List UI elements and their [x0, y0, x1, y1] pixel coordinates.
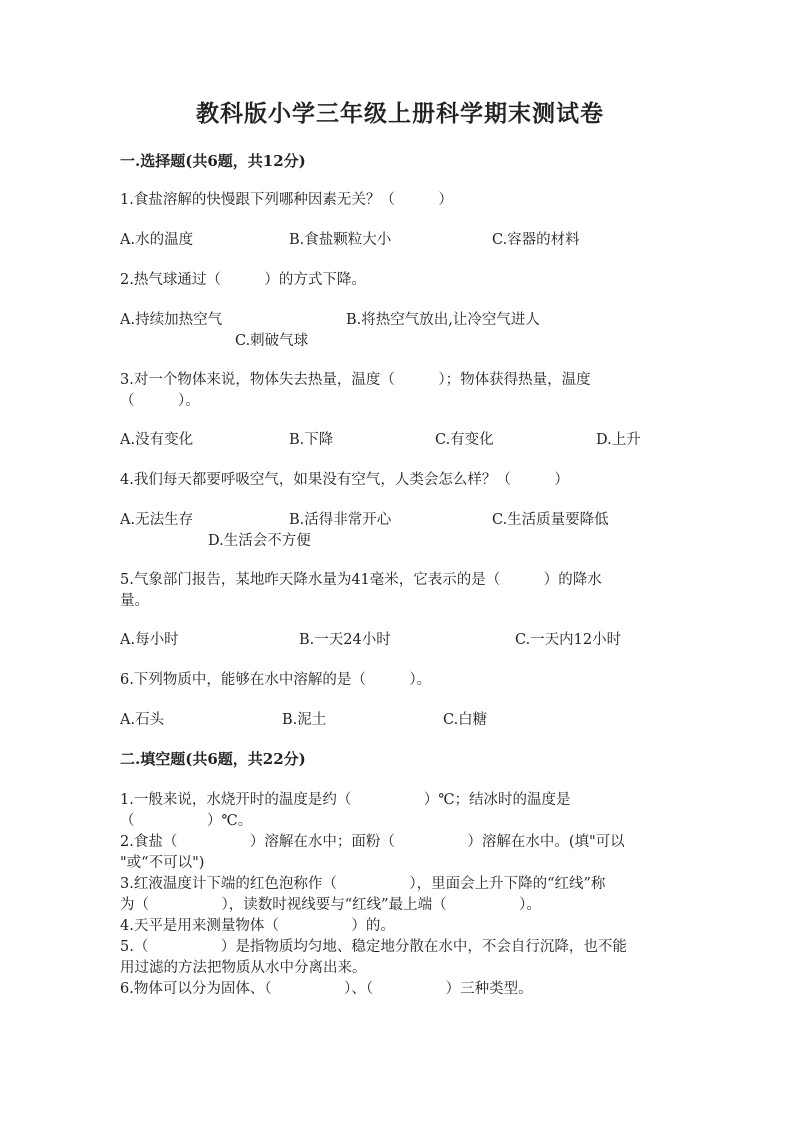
q3-option-d: D.上升	[596, 432, 641, 448]
q3-option-b: B.下降	[289, 432, 334, 448]
fill-line-2: （ ）℃。	[120, 813, 253, 829]
fill-line-4: "或“不可以")	[120, 855, 205, 871]
fill-line-8: 5.（ ）是指物质均匀地、稳定地分散在水中，不会自行沉降，也不能	[120, 939, 627, 955]
q1-option-c: C.容器的材料	[492, 232, 580, 248]
question-6: 6.下列物质中，能够在水中溶解的是（ ）。	[120, 672, 432, 688]
section-heading-choice: 一.选择题(共6题，共12分)	[120, 152, 306, 170]
q5-option-a: A.每小时	[120, 632, 179, 648]
section-heading-fill: 二.填空题(共6题，共22分)	[120, 750, 306, 768]
question-5-cont: 量。	[120, 593, 149, 609]
fill-line-9: 用过滤的方法把物质从水中分离出来。	[120, 960, 367, 976]
q3-option-c: C.有变化	[435, 432, 494, 448]
q1-option-a: A.水的温度	[120, 232, 194, 248]
question-2: 2.热气球通过（ ）的方式下降。	[120, 272, 366, 288]
q2-option-a: A.持续加热空气	[120, 312, 223, 328]
q2-option-b: B.将热空气放出,让冷空气进人	[346, 312, 540, 328]
q5-option-c: C.一天内12小时	[515, 632, 622, 648]
question-3-cont: （ ）。	[120, 393, 200, 409]
fill-line-5: 3.红液温度计下端的红色泡称作（ ），里面会上升下降的“红线”称	[120, 876, 606, 892]
q4-option-a: A.无法生存	[120, 512, 194, 528]
question-1: 1.食盐溶解的快慢跟下列哪种因素无关？（ ）	[120, 192, 453, 208]
question-5: 5.气象部门报告，某地昨天降水量为41毫米，它表示的是（ ）的降水	[120, 572, 602, 588]
q5-option-b: B.一天24小时	[299, 632, 391, 648]
q6-option-b: B.泥土	[282, 712, 327, 728]
fill-line-10: 6.物体可以分为固体、（ ）、（ ）三种类型。	[120, 981, 533, 997]
q2-option-c: C.刺破气球	[235, 333, 309, 349]
q1-option-b: B.食盐颗粒大小	[289, 232, 392, 248]
fill-line-6: 为（ ），读数时视线要与“红线”最上端（ ）。	[120, 897, 541, 913]
fill-line-7: 4.天平是用来测量物体（ ）的。	[120, 918, 395, 934]
q6-option-c: C.白糖	[443, 712, 488, 728]
page-title: 教科版小学三年级上册科学期末测试卷	[196, 100, 604, 127]
q4-option-d: D.生活会不方便	[208, 533, 311, 549]
q6-option-a: A.石头	[120, 712, 165, 728]
question-3: 3.对一个物体来说，物体失去热量，温度（ ）；物体获得热量，温度	[120, 372, 591, 388]
fill-line-1: 1.一般来说，水烧开时的温度是约（ ）℃；结冰时的温度是	[120, 792, 571, 808]
question-4: 4.我们每天都要呼吸空气，如果没有空气，人类会怎么样？（ ）	[120, 472, 569, 488]
q3-option-a: A.没有变化	[120, 432, 194, 448]
q4-option-c: C.生活质量要降低	[492, 512, 609, 528]
q4-option-b: B.活得非常开心	[289, 512, 392, 528]
fill-line-3: 2.食盐（ ）溶解在水中；面粉（ ）溶解在水中。(填"可以	[120, 834, 625, 850]
